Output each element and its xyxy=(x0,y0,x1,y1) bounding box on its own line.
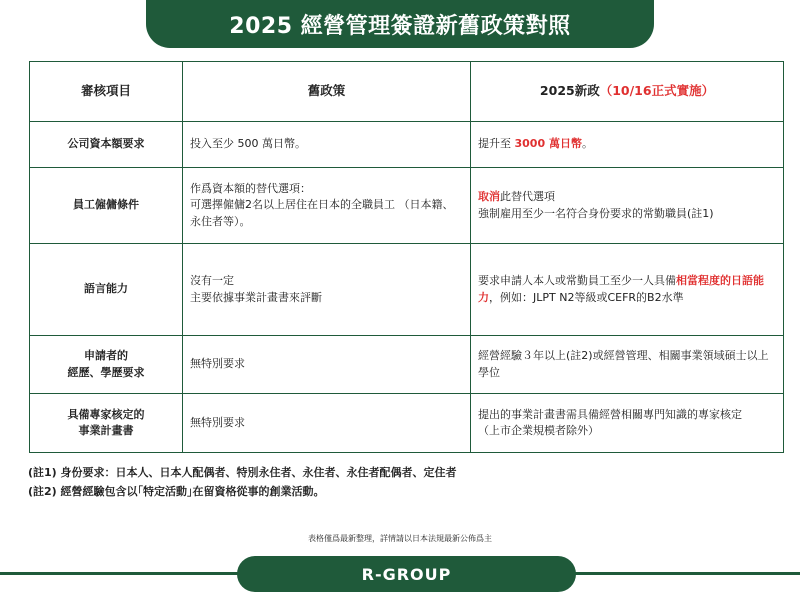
old-employment-line-2: 可選擇僱傭2名以上居住在日本的全職員工 （日本籍、永住者等）。 xyxy=(190,198,454,228)
header-item: 審核項目 xyxy=(30,62,183,122)
row-old-experience: 無特別要求 xyxy=(183,336,471,394)
new-employment-line-2: 強制雇用至少一名符合身份要求的常勤職員(註1) xyxy=(478,206,714,220)
new-language-pre: 要求申請人本人或常勤員工至少一人具備 xyxy=(478,274,676,287)
footnotes xyxy=(28,463,457,501)
page-title: 2025 經營管理簽證新舊政策對照 xyxy=(146,0,654,48)
header-new-policy-label: 2025新政 xyxy=(539,83,600,99)
row-item-business-plan xyxy=(30,394,183,453)
header-new-policy xyxy=(471,62,784,122)
row-item-employment: 員工僱傭條件 xyxy=(30,168,183,244)
table-row xyxy=(30,336,784,394)
row-new-employment xyxy=(471,168,784,244)
row-new-experience: 經營經驗３年以上(註2)或經營管理、相關事業領域碩士以上學位 xyxy=(471,336,784,394)
row-old-employment xyxy=(183,168,471,244)
new-language-post: ，例如：JLPT N2等級或CEFR的B2水準 xyxy=(489,290,684,304)
policy-comparison-table xyxy=(29,61,784,453)
row-old-business-plan: 無特別要求 xyxy=(183,394,471,453)
new-capital-amount: 3000 萬日幣 xyxy=(514,137,582,151)
disclaimer: 表格僅爲最新整理，詳情請以日本法規最新公佈爲主 xyxy=(308,534,492,543)
new-employment-cancel: 取消 xyxy=(478,190,500,203)
table-row xyxy=(30,122,784,168)
row-new-business-plan xyxy=(471,394,784,453)
header-old-policy: 舊政策 xyxy=(183,62,471,122)
table-header-row xyxy=(30,62,784,122)
row-old-capital: 投入至少 500 萬日幣。 xyxy=(183,122,471,168)
item-experience-line-1: 申請者的 xyxy=(84,349,128,362)
row-item-capital: 公司資本額要求 xyxy=(30,122,183,168)
row-old-language xyxy=(183,244,471,336)
item-experience-line-2: 經歷、學歷要求 xyxy=(67,365,145,379)
footnote-1: (註1) 身份要求：日本人、日本人配偶者、特別永住者、永住者、永住者配偶者、定住者 xyxy=(28,466,457,479)
row-new-capital xyxy=(471,122,784,168)
row-item-experience xyxy=(30,336,183,394)
new-employment-text: 此替代選項 xyxy=(500,190,555,203)
table-row xyxy=(30,168,784,244)
header-effective-date: （10/16正式實施） xyxy=(599,83,715,99)
row-item-language: 語言能力 xyxy=(30,244,183,336)
footnote-2: (註2) 經營經驗包含以｢特定活動｣在留資格從事的創業活動。 xyxy=(28,485,325,498)
old-language-line-2: 主要依據事業計畫書來評斷 xyxy=(190,290,322,304)
old-language-line-1: 沒有一定 xyxy=(190,274,234,287)
row-new-language xyxy=(471,244,784,336)
old-employment-line-1: 作爲資本額的替代選項： xyxy=(190,181,311,195)
item-plan-line-2: 事業計畫書 xyxy=(78,424,134,437)
item-plan-line-1: 具備專家核定的 xyxy=(67,407,145,421)
new-plan-line-1: 提出的事業計畫書需具備經營相關專門知識的專家核定 xyxy=(478,407,742,421)
new-plan-line-2: （上市企業規模者除外） xyxy=(478,424,599,437)
new-capital-post: 。 xyxy=(581,137,593,151)
new-capital-pre: 提升至 xyxy=(478,137,515,151)
table-row xyxy=(30,244,784,336)
new-employment-line-1 xyxy=(478,189,776,206)
table-row xyxy=(30,394,784,453)
footer-brand: R-GROUP xyxy=(237,556,576,592)
new-language-highlight: 相當程度的日語能力 xyxy=(478,274,764,304)
